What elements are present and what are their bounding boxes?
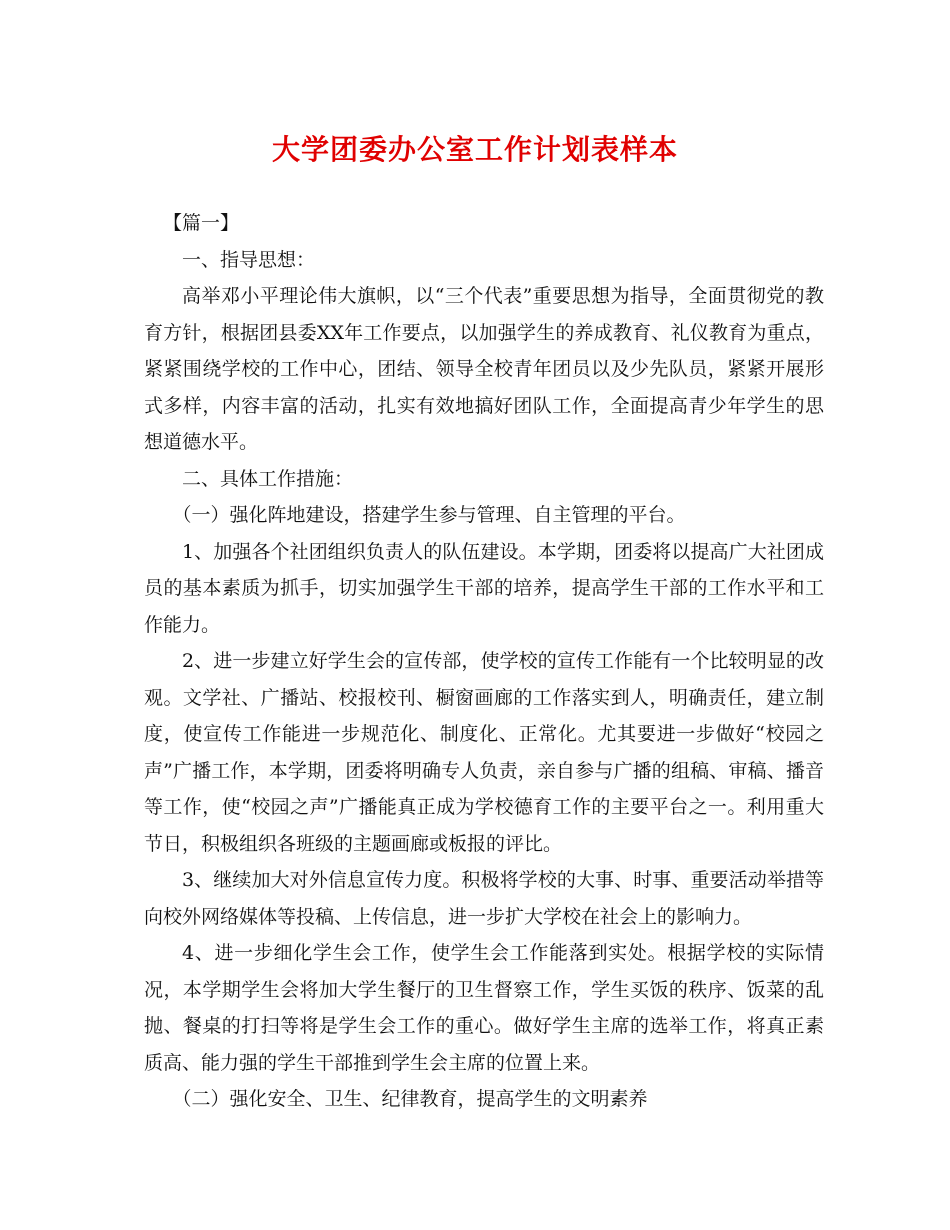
heading-work-measures: 二、具体工作措施： (182, 467, 354, 490)
document-body (144, 205, 824, 1118)
heading-guiding-ideology: 一、指导思想： (182, 248, 316, 271)
paragraph-item-2: 2、进一步建立好学生会的宣传部，使学校的宣传工作能有一个比较明显的改观。文学社、广播站、校报校刊、橱窗画廊的工作落实到人，明确责任，建立制度，使宣传工作能进一步规范化、制度化、正常化。尤其要进一步做好“校园之声”广播工作，本学期，团委将明确专人负责，亲自参与广播的组稿、审稿、播音等工作，使“校园之声”广播能真正成为学校德育工作的主要平台之一。利用重大节日，积极组织各班级的主题画廊或板报的评比。 (144, 650, 824, 855)
paragraph-item-1: 1、加强各个社团组织负责人的队伍建设。本学期，团委将以提高广大社团成员的基本素质为抓手，切实加强学生干部的培养，提高学生干部的工作水平和工作能力。 (144, 540, 824, 636)
subheading-position-building: （一）强化阵地建设，搭建学生参与管理、自主管理的平台。 (172, 504, 686, 526)
subheading-safety-education: （二）强化安全、卫生、纪律教育，提高学生的文明素养 (172, 1088, 648, 1110)
paragraph-item-3: 3、继续加大对外信息宣传力度。积极将学校的大事、时事、重要活动举措等向校外网络媒体等投稿、上传信息，进一步扩大学校在社会上的影响力。 (144, 869, 824, 928)
paragraph-guiding-ideology: 高举邓小平理论伟大旗帜，以“三个代表”重要思想为指导，全面贯彻党的教育方针，根据团县委XX年工作要点，以加强学生的养成教育、礼仪教育为重点，紧紧围绕学校的工作中心，团结、领导全校青年团员以及少先队员，紧紧开展形式多样，内容丰富的活动，扎实有效地搞好团队工作，全面提高青少年学生的思想道德水平。 (144, 285, 824, 453)
paragraph-item-4: 4、进一步细化学生会工作，使学生会工作能落到实处。根据学校的实际情况，本学期学生会将加大学生餐厅的卫生督察工作，学生买饭的秩序、饭菜的乱抛、餐桌的打扫等将是学生会工作的重心。做好学生主席的选举工作，将真正素质高、能力强的学生干部推到学生会主席的位置上来。 (144, 942, 824, 1074)
document-title: 大学团委办公室工作计划表样本 (271, 133, 678, 166)
section-tag: 【篇一】 (163, 212, 240, 234)
